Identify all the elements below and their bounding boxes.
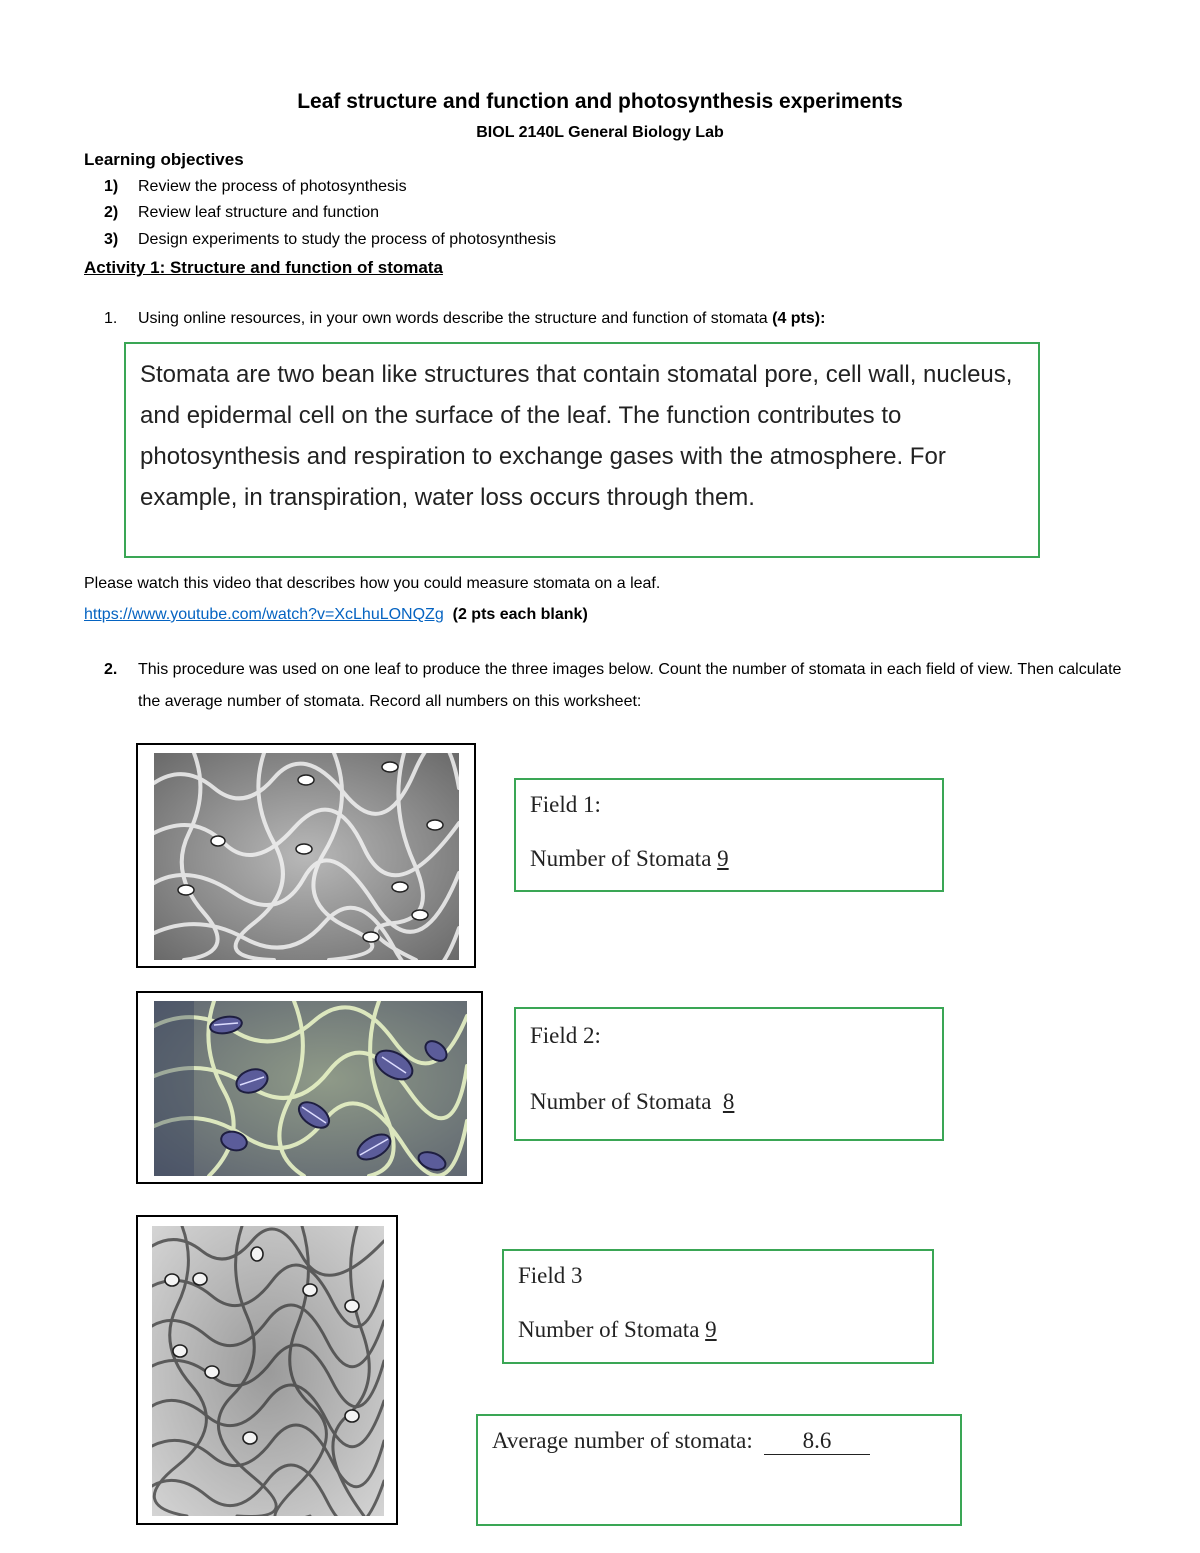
field-label: Field 2: [530, 1023, 601, 1048]
question-number: 1. [104, 310, 118, 327]
micrograph-image [154, 1001, 467, 1176]
stomata-count [530, 846, 729, 872]
question-points: (4 pts): [772, 310, 826, 327]
question-text: Using online resources, in your own words describe the structure and function of stomata [138, 310, 768, 327]
count-value[interactable]: 9 [705, 1317, 717, 1342]
question-text: This procedure was used on one leaf to produce the three images below. Count the number of stomata in each field of view. Then calculate the average number of stomata. Record all numbers on this worksheet: [138, 661, 1122, 710]
course-subtitle: BIOL 2140L General Biology Lab [476, 124, 724, 141]
average-value[interactable]: 8.6 [764, 1428, 870, 1455]
micrograph-image [154, 753, 459, 960]
average-label: Average number of stomata: [492, 1428, 753, 1453]
objective-item [104, 204, 379, 222]
question-1 [104, 310, 825, 328]
micrograph-field-1 [136, 743, 476, 968]
objective-text: Review leaf structure and function [138, 204, 380, 221]
count-label: Number of Stomata [530, 1089, 712, 1114]
field-3-box [502, 1249, 934, 1364]
activity-heading: Activity 1: Structure and function of stomata [84, 258, 443, 277]
objective-number: 1) [104, 178, 119, 195]
micrograph-image [152, 1226, 384, 1516]
blank-points: (2 pts each blank) [452, 606, 588, 623]
count-label: Number of Stomata [530, 846, 712, 871]
video-instruction: Please watch this video that describes how you could measure stomata on a leaf. [84, 575, 661, 592]
objective-number: 2) [104, 204, 119, 221]
average-box [476, 1414, 962, 1526]
micrograph-field-3 [136, 1215, 398, 1525]
objective-text: Review the process of photosynthesis [138, 178, 407, 195]
objective-number: 3) [104, 231, 119, 248]
field-label: Field 3 [518, 1263, 583, 1288]
video-link-line [84, 606, 588, 624]
field-1-box [514, 778, 944, 892]
objectives-heading: Learning objectives [84, 150, 244, 169]
stomata-count [530, 1089, 734, 1115]
micrograph-field-2 [136, 991, 483, 1184]
question-number: 2. [104, 661, 118, 678]
question-2 [104, 654, 1124, 718]
count-label: Number of Stomata [518, 1317, 700, 1342]
count-value[interactable]: 9 [717, 846, 729, 871]
objective-text: Design experiments to study the process of photosynthesis [138, 231, 556, 248]
objective-item [104, 231, 556, 249]
objective-item [104, 178, 407, 196]
stomata-count [518, 1317, 717, 1343]
answer-textbox[interactable]: Stomata are two bean like structures that contain stomatal pore, cell wall, nucleus, and epidermal cell on the surface of the leaf. The function contributes to photosynthesis and respiration to exchange gases with the atmosphere. For example, in transpiration, water loss occurs through them. [124, 342, 1040, 558]
field-label: Field 1: [530, 792, 601, 817]
page-title: Leaf structure and function and photosynthesis experiments [297, 90, 903, 113]
video-link[interactable]: https://www.youtube.com/watch?v=XcLhuLONQZg [84, 606, 444, 623]
field-2-box [514, 1007, 944, 1141]
count-value[interactable]: 8 [722, 1089, 735, 1114]
